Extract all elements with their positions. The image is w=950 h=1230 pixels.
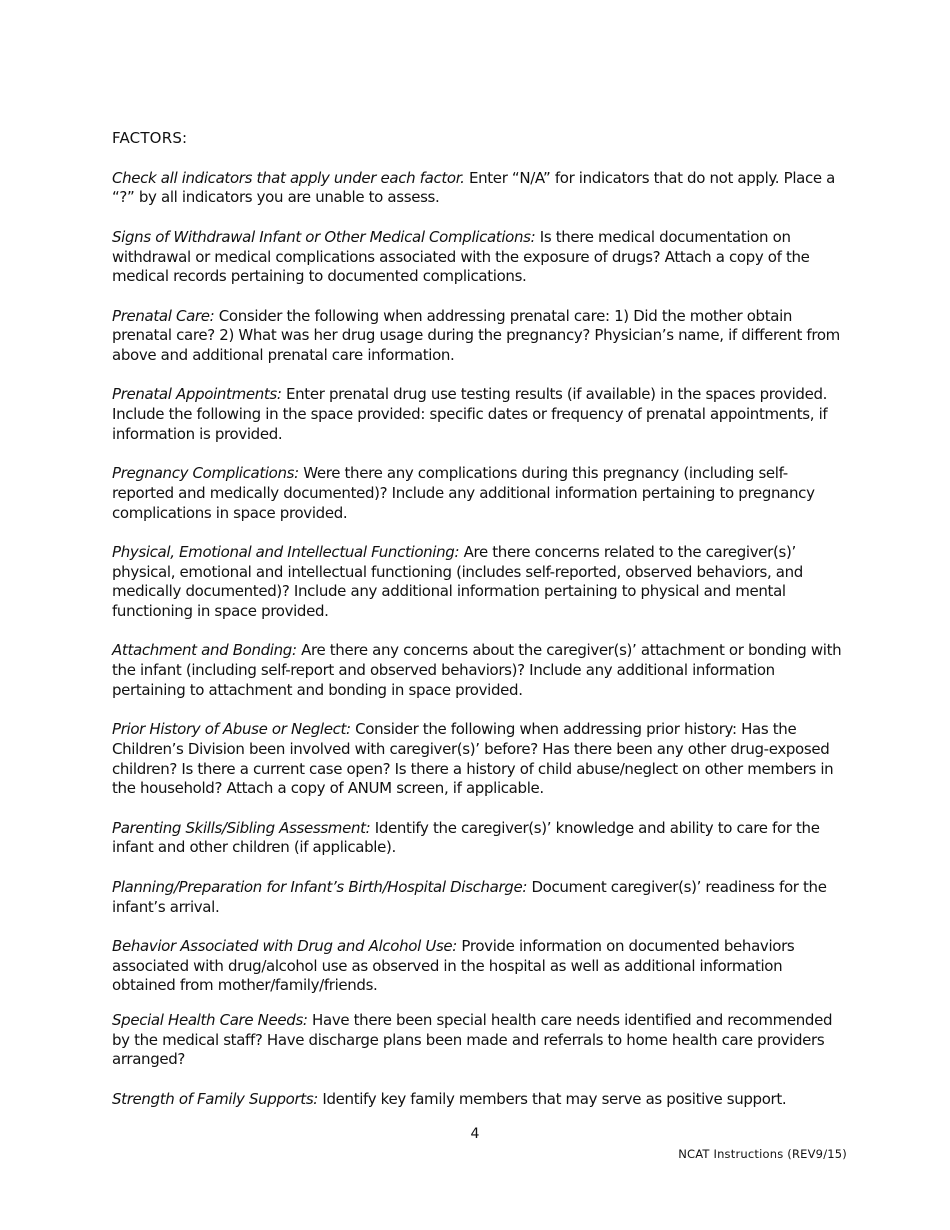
paragraph-prior-history bbox=[112, 720, 842, 799]
paragraph-text: Is there medical documentation on withdrawal or medical complications associated with the exposure of drugs? Attach a copy of the medical records pertaining to documented complications. bbox=[112, 227, 810, 286]
paragraph-label: Strength of Family Supports: bbox=[112, 1089, 318, 1108]
paragraph-prenatal-appointments bbox=[112, 385, 842, 444]
paragraph-planning-preparation bbox=[112, 878, 842, 917]
paragraph-label: Physical, Emotional and Intellectual Functioning: bbox=[112, 542, 460, 561]
paragraph-behavior-drug-alcohol bbox=[112, 937, 842, 996]
page-number: 4 bbox=[470, 1126, 480, 1142]
paragraph-label: Prenatal Care: bbox=[112, 306, 215, 325]
paragraph-text: Are there any concerns about the caregiver(s)’ attachment or bonding with the infant (including self-report and observed behaviors)? Include any additional information pertaining to attachment and bonding in space provided. bbox=[112, 641, 842, 699]
paragraph-text: Consider the following when addressing prior history: Has the Children’s Division been involved with caregiver(s)’ before? Has there been any other drug-exposed children? Is there a current case open? Is there a history of child abuse/neglect on other members in the household? Attach a copy of ANUM screen, if applicable. bbox=[112, 720, 834, 798]
paragraph-text: Identify key family members that may serve as positive support. bbox=[318, 1089, 787, 1108]
paragraph-label: Attachment and Bonding: bbox=[112, 641, 297, 660]
paragraph-label: Special Health Care Needs: bbox=[112, 1011, 308, 1030]
paragraph-text: Were there any complications during this pregnancy (including self-reported and medically documented)? Include any additional information pertaining to pregnancy complications in space provided. bbox=[112, 464, 815, 522]
paragraph-label: Prior History of Abuse or Neglect: bbox=[112, 720, 351, 739]
footer-revision-note: NCAT Instructions (REV9/15) bbox=[678, 1147, 847, 1161]
paragraph-text: Have there been special health care needs identified and recommended by the medical staff? Have discharge plans been made and referrals to home health care providers arranged? bbox=[112, 1011, 833, 1069]
paragraph-signs-of-withdrawal bbox=[112, 228, 842, 287]
paragraph-text: Enter “N/A” for indicators that do not apply. Place a “?” by all indicators you are unable to assess. bbox=[112, 168, 836, 207]
paragraph-parenting-skills bbox=[112, 819, 842, 858]
document-body bbox=[112, 129, 842, 1129]
paragraph-text: Document caregiver(s)’ readiness for the infant’s arrival. bbox=[112, 877, 827, 916]
paragraph-text: Consider the following when addressing prenatal care: 1) Did the mother obtain prenatal care? 2) What was her drug usage during the pregnancy? Physician’s name, if different from above and additional prenatal care information. bbox=[112, 306, 840, 364]
paragraph-text: Identify the caregiver(s)’ knowledge and ability to care for the infant and other children (if applicable). bbox=[112, 818, 820, 857]
paragraph-prenatal-care bbox=[112, 307, 842, 366]
paragraph-label: Behavior Associated with Drug and Alcohol Use: bbox=[112, 936, 457, 955]
page-heading: FACTORS: bbox=[112, 129, 188, 147]
paragraph-label: Check all indicators that apply under each factor. bbox=[112, 168, 465, 187]
paragraph-pregnancy-complications bbox=[112, 464, 842, 523]
paragraph-text: Are there concerns related to the caregiver(s)’ physical, emotional and intellectual functioning (includes self-reported, observed behaviors, and medically documented)? Include any additional information pertaining to physical and mental functioning in space provided. bbox=[112, 542, 803, 621]
paragraph-special-health-care bbox=[112, 1011, 842, 1070]
paragraph-label: Parenting Skills/Sibling Assessment: bbox=[112, 818, 371, 837]
paragraph-family-supports bbox=[112, 1090, 842, 1110]
paragraph-label: Pregnancy Complications: bbox=[112, 464, 299, 483]
paragraph-label: Prenatal Appointments: bbox=[112, 385, 282, 404]
paragraph-text: Enter prenatal drug use testing results (if available) in the spaces provided. Include the following in the space provided: specific dates or frequency of prenatal appointments, if information is provided. bbox=[112, 385, 828, 443]
paragraph-functioning bbox=[112, 543, 842, 622]
paragraph-label: Signs of Withdrawal Infant or Other Medical Complications: bbox=[112, 227, 536, 246]
paragraph-text: Provide information on documented behaviors associated with drug/alcohol use as observed in the hospital as well as additional information obtained from mother/family/friends. bbox=[112, 936, 795, 995]
paragraph-label: Planning/Preparation for Infant’s Birth/Hospital Discharge: bbox=[112, 877, 528, 896]
paragraph-check-indicators bbox=[112, 169, 842, 208]
paragraph-attachment-bonding bbox=[112, 641, 842, 700]
